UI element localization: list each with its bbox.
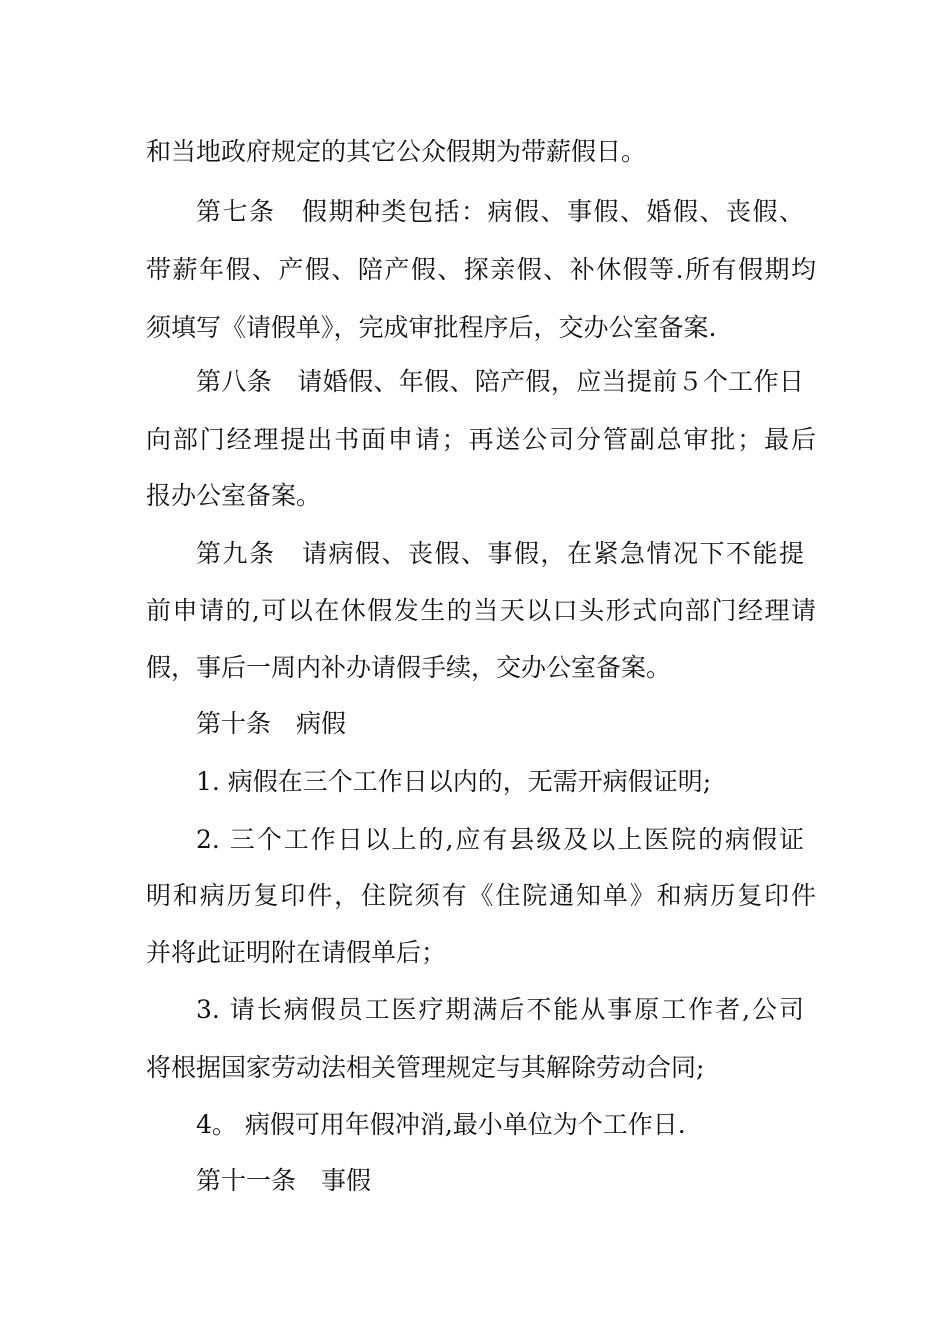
paragraph-line: 并将此证明附在请假单后； bbox=[146, 938, 447, 967]
paragraph-line: 须填写《请假单》，完成审批程序后，交办公室备案. bbox=[146, 313, 717, 342]
article-8-heading-line: 第八条 请婚假、年假、陪产假，应当提前５个工作日 bbox=[196, 367, 804, 396]
article-7-heading-line: 第七条 假期种类包括：病假、事假、婚假、丧假、 bbox=[196, 197, 804, 226]
paragraph-line: 和当地政府规定的其它公众假期为带薪假日。 bbox=[146, 137, 647, 166]
list-item-2-line: 2. 三个工作日以上的,应有县级及以上医院的病假证 bbox=[196, 825, 804, 854]
paragraph-line: 向部门经理提出书面申请；再送公司分管副总审批；最后 bbox=[146, 425, 816, 454]
list-item-3-line: 3. 请长病假员工医疗期满后不能从事原工作者,公司 bbox=[196, 995, 804, 1024]
paragraph-line: 报办公室备案。 bbox=[146, 481, 322, 510]
list-item-4: 4。 病假可用年假冲消,最小单位为个工作日. bbox=[196, 1110, 686, 1139]
paragraph-line: 前申请的,可以在休假发生的当天以口头形式向部门经理请 bbox=[146, 596, 816, 625]
paragraph-line: 明和病历复印件，住院须有《住院通知单》和病历复印件 bbox=[146, 881, 816, 910]
paragraph-line: 假，事后一周内补办请假手续，交办公室备案。 bbox=[146, 653, 672, 682]
paragraph-line: 将根据国家劳动法相关管理规定与其解除劳动合同; bbox=[146, 1053, 705, 1082]
paragraph-line: 带薪年假、产假、陪产假、探亲假、补休假等.所有假期均 bbox=[146, 255, 816, 284]
article-9-heading-line: 第九条 请病假、丧假、事假，在紧急情况下不能提 bbox=[196, 539, 804, 568]
article-11-heading: 第十一条 事假 bbox=[196, 1166, 372, 1195]
list-item-1: 1. 病假在三个工作日以内的，无需开病假证明; bbox=[196, 767, 712, 796]
article-10-heading: 第十条 病假 bbox=[196, 709, 347, 738]
